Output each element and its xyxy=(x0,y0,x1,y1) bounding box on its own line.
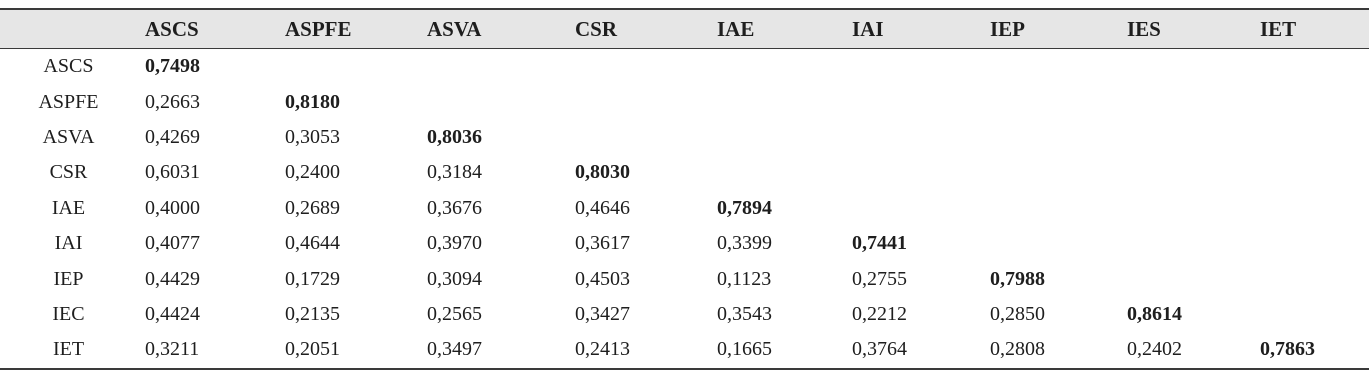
value-cell: 0,4000 xyxy=(145,196,200,219)
value-cell: 0,4644 xyxy=(285,232,340,255)
diagonal-cell: 0,7894 xyxy=(717,196,772,219)
empty-cell xyxy=(990,84,1127,119)
table-body xyxy=(0,49,1369,369)
column-header: CSR xyxy=(575,16,618,41)
value-cell: 0,4424 xyxy=(145,302,200,325)
empty-cell xyxy=(575,49,717,85)
empty-cell xyxy=(1260,226,1369,261)
value-cell: 0,2413 xyxy=(575,332,717,368)
empty-cell xyxy=(717,120,852,155)
empty-cell xyxy=(717,49,852,85)
value-cell: 0,3427 xyxy=(575,302,630,325)
value-cell: 0,2212 xyxy=(852,302,907,325)
empty-cell xyxy=(852,49,990,85)
header-row xyxy=(0,9,1369,49)
empty-cell xyxy=(1127,155,1260,190)
value-cell: 0,3543 xyxy=(717,302,772,325)
empty-cell xyxy=(1127,120,1260,155)
value-cell: 0,2808 xyxy=(990,332,1127,368)
empty-cell xyxy=(1260,84,1369,119)
value-cell: 0,4429 xyxy=(145,267,200,290)
column-header: IET xyxy=(1260,16,1297,41)
empty-cell xyxy=(990,49,1127,85)
empty-cell xyxy=(990,155,1127,190)
value-cell: 0,2135 xyxy=(285,302,340,325)
value-cell: 0,2051 xyxy=(285,332,427,368)
value-cell: 0,2755 xyxy=(852,267,907,290)
empty-cell xyxy=(427,84,575,119)
table-row xyxy=(0,84,1369,119)
value-cell: 0,2663 xyxy=(145,90,200,113)
discriminant-validity-table xyxy=(0,8,1369,370)
row-header: CSR xyxy=(49,161,88,184)
empty-cell xyxy=(1127,49,1260,85)
table-row xyxy=(0,49,1369,85)
empty-cell xyxy=(285,49,427,85)
column-header: ASPFE xyxy=(285,16,352,41)
value-cell: 0,3399 xyxy=(717,232,772,255)
column-header: IAE xyxy=(717,16,755,41)
value-cell: 0,3094 xyxy=(427,267,482,290)
empty-cell xyxy=(990,191,1127,226)
diagonal-cell: 0,7863 xyxy=(1260,332,1369,368)
value-cell: 0,4646 xyxy=(575,196,630,219)
diagonal-cell: 0,8614 xyxy=(1127,302,1182,325)
empty-cell xyxy=(1260,155,1369,190)
diagonal-cell: 0,8036 xyxy=(427,125,482,148)
row-header: ASVA xyxy=(42,125,95,148)
empty-cell xyxy=(1127,261,1260,296)
empty-cell xyxy=(575,120,717,155)
diagonal-cell: 0,7441 xyxy=(852,232,907,255)
empty-cell xyxy=(717,155,852,190)
empty-cell xyxy=(1127,84,1260,119)
empty-cell xyxy=(852,84,990,119)
table-row xyxy=(0,261,1369,296)
table-row xyxy=(0,297,1369,332)
value-cell: 0,2400 xyxy=(285,161,340,184)
empty-cell xyxy=(1127,226,1260,261)
value-cell: 0,2689 xyxy=(285,196,340,219)
empty-cell xyxy=(1260,49,1369,85)
empty-cell xyxy=(990,226,1127,261)
value-cell: 0,3053 xyxy=(285,125,340,148)
value-cell: 0,2402 xyxy=(1127,332,1260,368)
table-row xyxy=(0,191,1369,226)
column-header: IEP xyxy=(990,16,1026,41)
empty-cell xyxy=(1260,120,1369,155)
value-cell: 0,2850 xyxy=(990,302,1045,325)
value-cell: 0,3211 xyxy=(145,332,285,368)
value-cell: 0,3676 xyxy=(427,196,482,219)
column-header: ASCS xyxy=(145,16,199,41)
empty-cell xyxy=(852,120,990,155)
value-cell: 0,4077 xyxy=(145,232,200,255)
table-header xyxy=(0,9,1369,49)
row-header: IEP xyxy=(53,267,84,290)
row-header: IET xyxy=(0,332,145,368)
value-cell: 0,4503 xyxy=(575,267,630,290)
column-header: ASVA xyxy=(427,16,482,41)
row-header: ASPFE xyxy=(38,90,99,113)
correlation-table-container xyxy=(0,8,1369,370)
diagonal-cell: 0,8030 xyxy=(575,161,630,184)
column-header: IES xyxy=(1127,16,1161,41)
row-header: ASCS xyxy=(43,55,94,78)
diagonal-cell: 0,7498 xyxy=(145,55,200,78)
empty-cell xyxy=(717,84,852,119)
header-corner-cell xyxy=(0,9,145,49)
value-cell: 0,3970 xyxy=(427,232,482,255)
table-row xyxy=(0,332,1369,368)
value-cell: 0,2565 xyxy=(427,302,482,325)
value-cell: 0,3184 xyxy=(427,161,482,184)
row-header: IAE xyxy=(51,196,86,219)
row-header: IEC xyxy=(52,302,85,325)
row-header: IAI xyxy=(54,232,83,255)
empty-cell xyxy=(1260,297,1369,332)
value-cell: 0,1729 xyxy=(285,267,340,290)
empty-cell xyxy=(990,120,1127,155)
table-row xyxy=(0,226,1369,261)
empty-cell xyxy=(427,49,575,85)
diagonal-cell: 0,7988 xyxy=(990,267,1045,290)
empty-cell xyxy=(1260,261,1369,296)
column-header: IAI xyxy=(852,16,884,41)
value-cell: 0,3617 xyxy=(575,232,630,255)
value-cell: 0,3497 xyxy=(427,332,575,368)
value-cell: 0,6031 xyxy=(145,161,200,184)
value-cell: 0,1665 xyxy=(717,332,852,368)
empty-cell xyxy=(1127,191,1260,226)
diagonal-cell: 0,8180 xyxy=(285,90,340,113)
empty-cell xyxy=(852,155,990,190)
table-row xyxy=(0,120,1369,155)
value-cell: 0,4269 xyxy=(145,125,200,148)
empty-cell xyxy=(852,191,990,226)
value-cell: 0,3764 xyxy=(852,332,990,368)
empty-cell xyxy=(575,84,717,119)
empty-cell xyxy=(1260,191,1369,226)
value-cell: 0,1123 xyxy=(717,267,772,290)
table-row xyxy=(0,155,1369,190)
